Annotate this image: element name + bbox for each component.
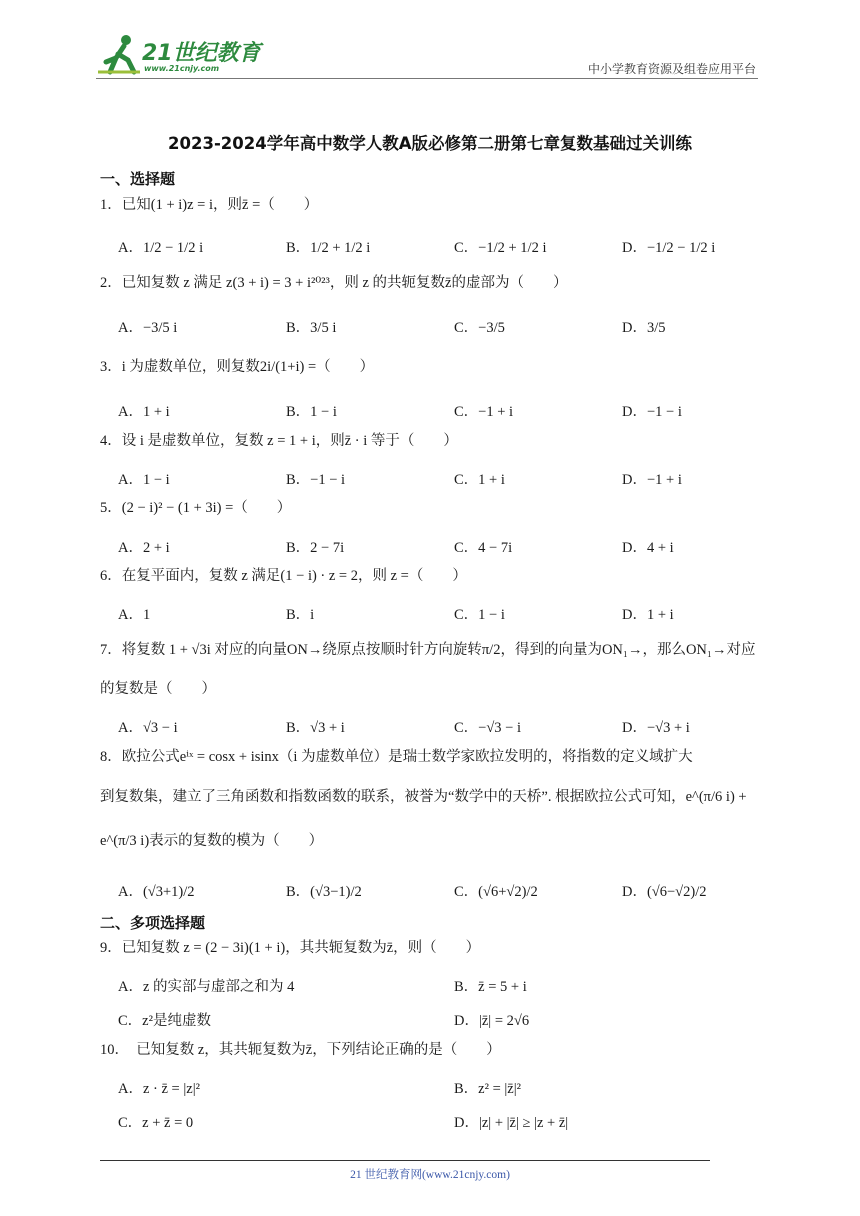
option-d: D．−1 − i — [622, 404, 682, 420]
option-b: B．z² = |z̄|² — [454, 1081, 521, 1097]
option-c: C．−3/5 — [454, 320, 505, 336]
page-header — [96, 30, 758, 80]
question-5: 5．(2 − i)² − (1 + 3i) =（ ） — [100, 500, 292, 516]
option-d: D．4 + i — [622, 540, 674, 556]
footer-divider — [100, 1160, 710, 1161]
question-3: 3．i 为虚数单位，则复数2i/(1+i) =（ ） — [100, 359, 375, 375]
question-10: 10． 已知复数 z，其共轭复数为z̄，下列结论正确的是（ ） — [100, 1042, 501, 1058]
option-a: A．1 + i — [118, 404, 170, 420]
option-b: B．(√3−1)/2 — [286, 884, 362, 900]
question-1: 1．已知(1 + i)z = i，则z̄ =（ ） — [100, 197, 319, 213]
option-b: B．√3 + i — [286, 720, 345, 736]
option-b: B．1 − i — [286, 404, 337, 420]
option-c: C．z + z̄ = 0 — [118, 1115, 194, 1131]
option-b: B．z̄ = 5 + i — [454, 979, 527, 995]
option-b: B．3/5 i — [286, 320, 337, 336]
question-6: 6．在复平面内，复数 z 满足(1 − i) · z = 2，则 z =（ ） — [100, 568, 467, 584]
option-b: B．1/2 + 1/2 i — [286, 240, 371, 256]
question-8: 8．欧拉公式eⁱˣ = cosx + isinx（i 为虚数单位）是瑞士数学家欧拉发明的，将指数的定义域扩大 — [100, 749, 693, 765]
logo — [96, 32, 266, 78]
option-a: A．z · z̄ = |z|² — [118, 1081, 200, 1097]
option-b: B．−1 − i — [286, 472, 346, 488]
question-8-continued-2: e^(π/3 i)表示的复数的模为（ ） — [100, 833, 324, 849]
question-8-continued: 到复数集，建立了三角函数和指数函数的联系，被誉为“数学中的天桥”. 根据欧拉公式可知，e^(π/6 i) + — [100, 789, 747, 805]
option-d: D．3/5 — [622, 320, 666, 336]
question-2: 2．已知复数 z 满足 z(3 + i) = 3 + i²⁰²³，则 z 的共轭复数z̄的虚部为（ ） — [100, 275, 568, 291]
header-divider — [96, 78, 758, 79]
option-c: C．z²是纯虚数 — [118, 1013, 211, 1029]
platform-label: 中小学教育资源及组卷应用平台 — [587, 62, 756, 76]
option-c: C．1 + i — [454, 472, 505, 488]
option-a: A．2 + i — [118, 540, 170, 556]
question-4: 4．设 i 是虚数单位，复数 z = 1 + i，则z̄ · i 等于（ ） — [100, 433, 458, 449]
option-c: C．−1 + i — [454, 404, 514, 420]
option-c: C．(√6+√2)/2 — [454, 884, 538, 900]
logo-url: www.21cnjy.com — [144, 64, 220, 73]
option-d: D．−√3 + i — [622, 720, 690, 736]
option-b: B．2 − 7i — [286, 540, 345, 556]
option-c: C．1 − i — [454, 607, 505, 623]
option-d: D．|z̄| = 2√6 — [454, 1013, 530, 1029]
question-9: 9．已知复数 z = (2 − 3i)(1 + i)，其共轭复数为z̄，则（ ） — [100, 940, 481, 956]
option-d: D．1 + i — [622, 607, 674, 623]
section-heading-multiple-choice: 二、多项选择题 — [100, 914, 206, 932]
question-7-continued: 的复数是（ ） — [100, 681, 216, 697]
option-a: A．1 − i — [118, 472, 170, 488]
option-a: A．z 的实部与虚部之和为 4 — [118, 979, 295, 995]
section-heading-choice: 一、选择题 — [100, 170, 176, 188]
option-a: A．1/2 − 1/2 i — [118, 240, 204, 256]
option-c: C．4 − 7i — [454, 540, 513, 556]
option-b: B．i — [286, 607, 315, 623]
option-a: A．1 — [118, 607, 151, 623]
option-d: D．|z| + |z̄| ≥ |z + z̄| — [454, 1115, 569, 1131]
question-7: 7．将复数 1 + √3i 对应的向量ON→绕原点按顺时针方向旋转π/2，得到的向量为ON₁→，那么ON₁→对应 — [100, 642, 756, 658]
page-title: 2023-2024学年高中数学人教A版必修第二册第七章复数基础过关训练 — [168, 134, 692, 153]
option-a: A．√3 − i — [118, 720, 178, 736]
option-a: A．(√3+1)/2 — [118, 884, 195, 900]
page-footer: 21 世纪教育网(www.21cnjy.com) — [350, 1169, 510, 1181]
option-c: C．−1/2 + 1/2 i — [454, 240, 547, 256]
runner-logo-icon — [96, 32, 142, 78]
option-c: C．−√3 − i — [454, 720, 522, 736]
logo-name: 21世纪教育 — [142, 41, 261, 66]
option-d: D．−1 + i — [622, 472, 682, 488]
option-a: A．−3/5 i — [118, 320, 178, 336]
option-d: D．(√6−√2)/2 — [622, 884, 707, 900]
option-d: D．−1/2 − 1/2 i — [622, 240, 716, 256]
